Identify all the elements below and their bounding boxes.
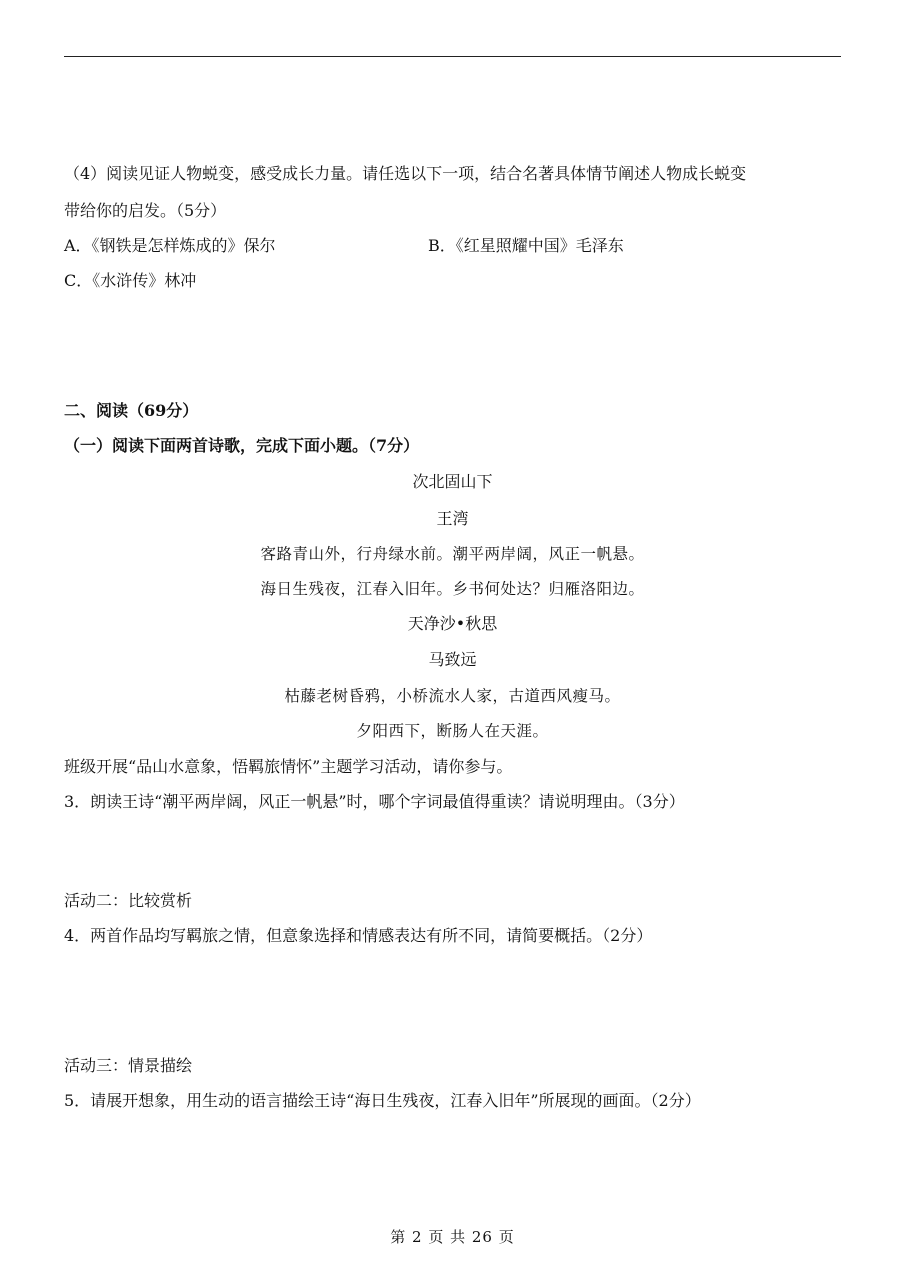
poem2-title: 天净沙•秋思 bbox=[407, 614, 498, 633]
page-number: 第 2 页 共 26 页 bbox=[390, 1228, 515, 1246]
activity-3-title: 活动三：情景描绘 bbox=[64, 1056, 193, 1075]
header-rule bbox=[64, 56, 841, 57]
section-heading: 二、阅读（69分） bbox=[64, 401, 199, 420]
section-sub-heading: （一）阅读下面两首诗歌，完成下面小题。（7分） bbox=[64, 436, 420, 455]
question-5: 5．请展开想象，用生动的语言描绘王诗“海日生残夜，江春入旧年”所展现的画面。（2分） bbox=[64, 1091, 701, 1110]
activity-intro: 班级开展“品山水意象，悟羁旅情怀”主题学习活动，请你参与。 bbox=[64, 757, 513, 776]
poem2-line2: 夕阳西下，断肠人在天涯。 bbox=[356, 722, 549, 740]
question-3: 3．朗读王诗“潮平两岸阔，风正一帆悬”时，哪个字词最值得重读？请说明理由。（3分） bbox=[64, 792, 685, 811]
q4-text-line1: （4）阅读见证人物蜕变，感受成长力量。请任选以下一项，结合名著具体情节阐述人物成长蜕变 bbox=[64, 164, 747, 183]
poem2-line1: 枯藤老树昏鸦，小桥流水人家，古道西风瘦马。 bbox=[284, 687, 621, 705]
poem1-line1: 客路青山外，行舟绿水前。潮平两岸阔，风正一帆悬。 bbox=[260, 545, 645, 563]
option-b: B．《红星照耀中国》毛泽东 bbox=[428, 236, 624, 255]
question-4: 4．两首作品均写羁旅之情，但意象选择和情感表达有所不同，请简要概括。（2分） bbox=[64, 926, 653, 945]
poem2-author: 马致远 bbox=[428, 650, 477, 669]
option-a: A．《钢铁是怎样炼成的》保尔 bbox=[64, 236, 276, 255]
activity-2-title: 活动二：比较赏析 bbox=[64, 891, 193, 910]
poem1-author: 王湾 bbox=[436, 509, 469, 528]
poem1-line2: 海日生残夜，江春入旧年。乡书何处达？归雁洛阳边。 bbox=[260, 580, 645, 598]
option-c: C．《水浒传》林冲 bbox=[64, 271, 197, 290]
poem1-title: 次北固山下 bbox=[412, 472, 493, 491]
q4-text-line2: 带给你的启发。（5分） bbox=[64, 201, 227, 220]
